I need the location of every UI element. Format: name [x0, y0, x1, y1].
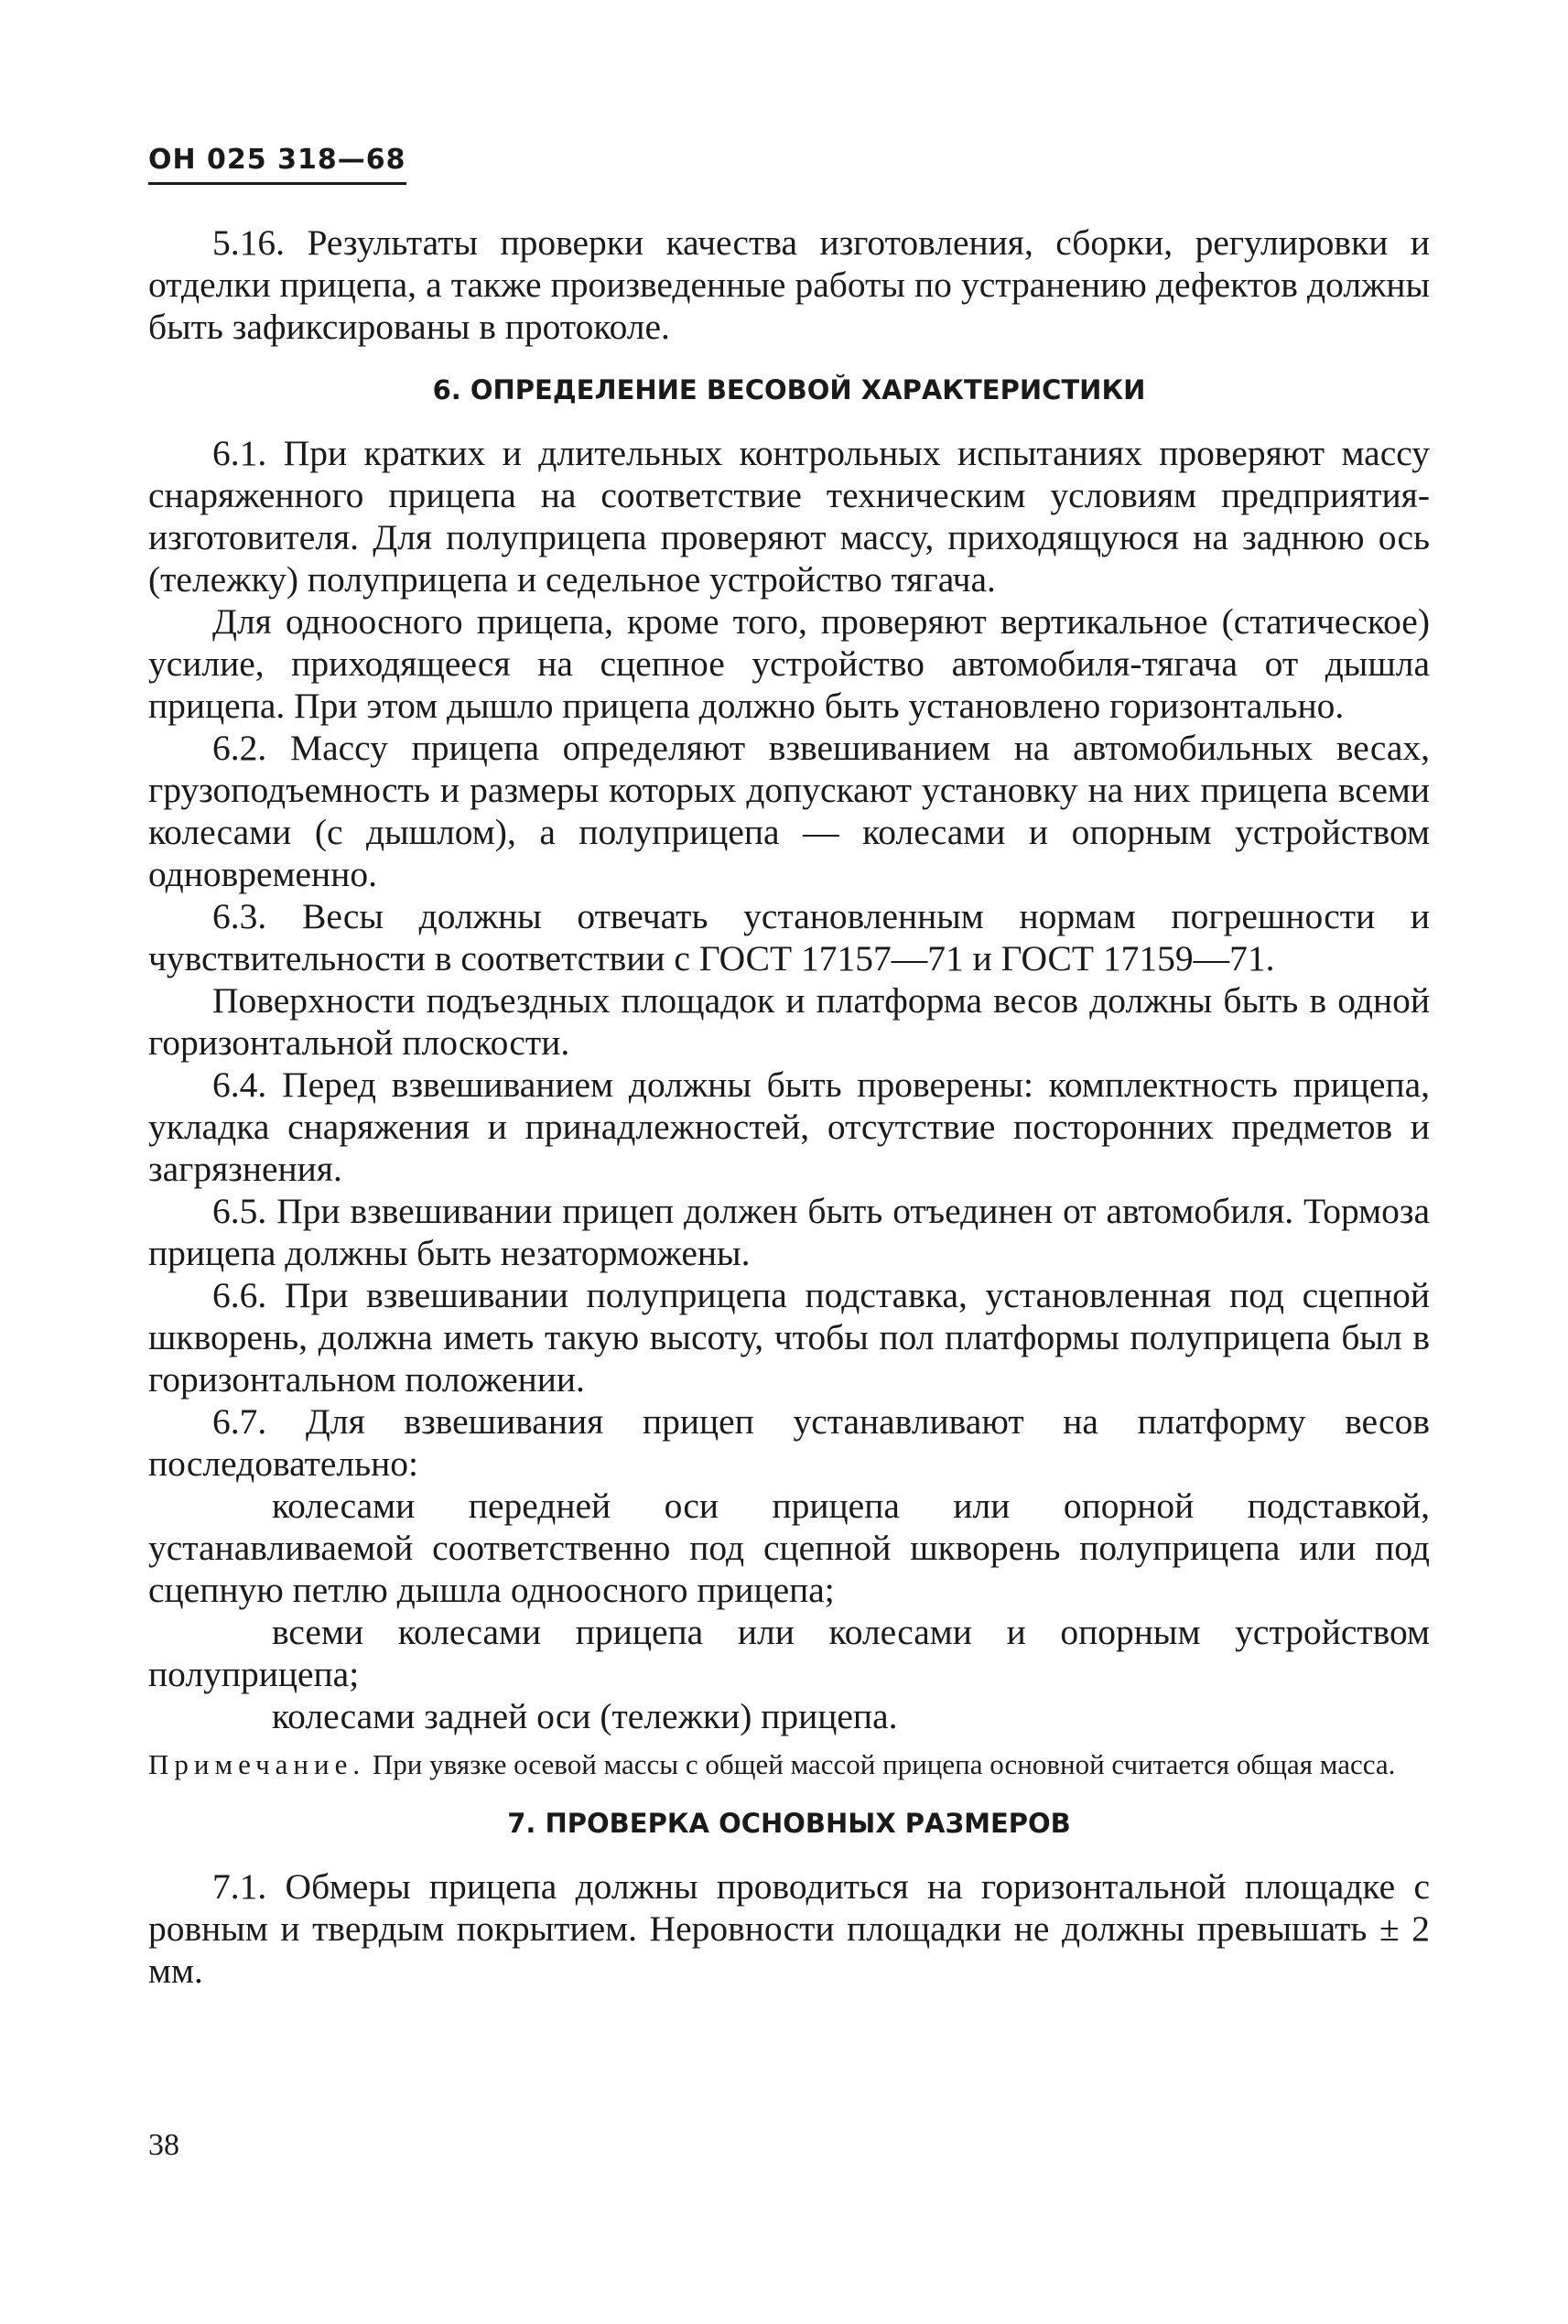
paragraph-6-3-cont: Поверхности подъездных площадок и платформа весов должны быть в одной горизонтальной плоскости.	[148, 980, 1430, 1063]
paragraph-6-3: 6.3. Весы должны отвечать установленным нормам погрешности и чувствительности в соответствии с ГОСТ 17157—71 и ГОСТ 17159—71.	[148, 896, 1430, 978]
paragraph-6-2: 6.2. Массу прицепа определяют взвешиванием на автомобильных весах, грузоподъемность и размеры которых допускают установку на них прицепа всеми колесами (с дышлом), а полуприцепа — колесами и опорным устройством одновременно.	[148, 728, 1430, 894]
paragraph-6-1: 6.1. При кратких и длительных контрольных испытаниях проверяют массу снаряженного прицепа на соответствие техническим условиям предприятия-изготовителя. Для полуприцепа проверяют массу, приходящуюся на заднюю ось (тележку) полуприцепа и седельное устройство тягача.	[148, 433, 1430, 600]
paragraph-6-6: 6.6. При взвешивании полуприцепа подставка, установленная под сцепной шкворень, должна иметь такую высоту, чтобы пол платформы полуприцепа был в горизонтальном положении.	[148, 1275, 1430, 1400]
paragraph-6-7: 6.7. Для взвешивания прицеп устанавливают на платформу весов последовательно:	[148, 1401, 1430, 1484]
list-item: колесами задней оси (тележки) прицепа.	[272, 1696, 898, 1736]
paragraph-7-1: 7.1. Обмеры прицепа должны проводиться на горизонтальной площадке с ровным и твердым покрытием. Неровности площадки не должны превышать ± 2 мм.	[148, 1866, 1430, 1991]
paragraph-6-1-cont: Для одноосного прицепа, кроме того, проверяют вертикальное (статическое) усилие, приходящееся на сцепное устройство автомобиля-тягача от дышла прицепа. При этом дышло прицепа должно быть установлено горизонтально.	[148, 601, 1430, 726]
page-number: 38	[148, 2128, 179, 2162]
paragraph-5-16: 5.16. Результаты проверки качества изготовления, сборки, регулировки и отделки прицепа, а также произведенные работы по устранению дефектов должны быть зафиксированы в протоколе.	[148, 222, 1430, 347]
list-item: всеми колесами прицепа или колесами и опорным устройством полуприцепа;	[148, 1612, 1430, 1694]
document-page	[148, 135, 1430, 1992]
note	[148, 1748, 1430, 1781]
section-6-title: 6. ОПРЕДЕЛЕНИЕ ВЕСОВОЙ ХАРАКТЕРИСТИКИ	[432, 374, 1146, 405]
document-code: ОН 025 318—68	[148, 144, 406, 185]
paragraph-6-4: 6.4. Перед взвешиванием должны быть проверены: комплектность прицепа, укладка снаряжения и принадлежностей, отсутствие посторонних предметов и загрязнения.	[148, 1065, 1430, 1189]
section-7-title: 7. ПРОВЕРКА ОСНОВНЫХ РАЗМЕРОВ	[507, 1808, 1071, 1839]
paragraph-6-5: 6.5. При взвешивании прицеп должен быть отъединен от автомобиля. Тормоза прицепа должны быть незаторможены.	[148, 1191, 1430, 1273]
list-item: колесами передней оси прицепа или опорной подставкой, устанавливаемой соответственно под сцепной шкворень полуприцепа или под сцепную петлю дышла одноосного прицепа;	[148, 1486, 1430, 1610]
note-text: При увязке осевой массы с общей массой прицепа основной считается общая масса.	[372, 1748, 1396, 1780]
note-label: Примечание.	[148, 1748, 366, 1780]
